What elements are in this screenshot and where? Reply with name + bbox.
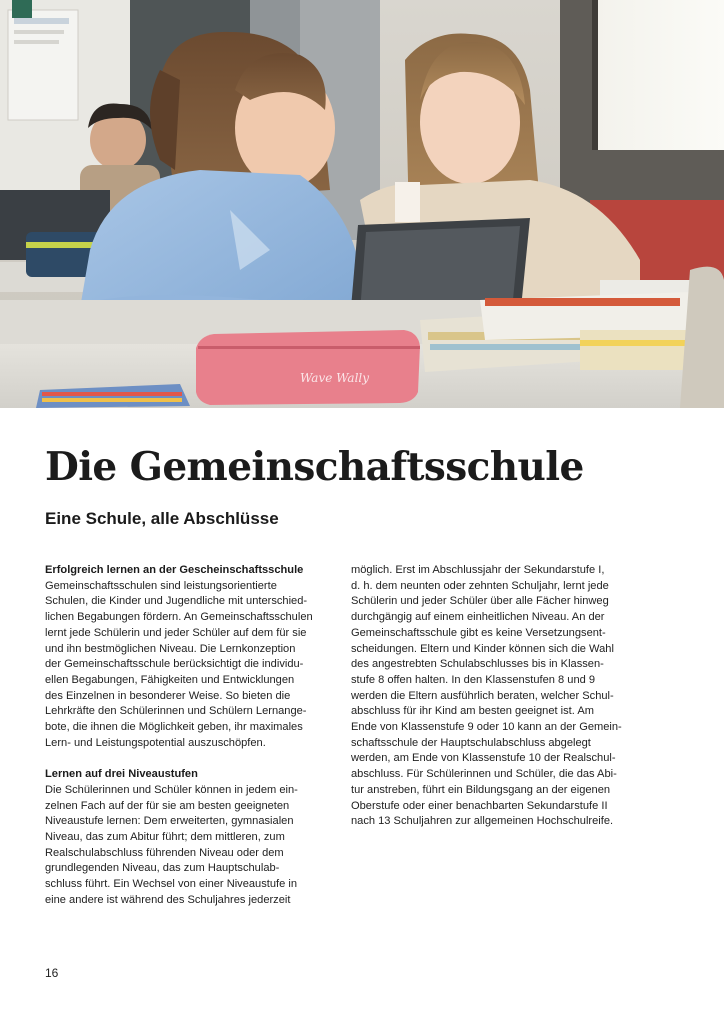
text-line: abschluss. Für Schülerinnen und Schüler, die das Abi- [351,768,617,781]
page-number: 16 [45,966,59,980]
section-heading: Erfolgreich lernen an der Gescheinschaftsschule [45,564,304,576]
page-subtitle: Eine Schule, alle Abschlüsse [45,509,279,528]
classroom-photo [0,0,724,408]
text-line: d. h. dem neunten oder zehnten Schuljahr, lernt jede [351,579,609,592]
text-line: stufe 8 offen halten. In den Klassenstufen 8 und 9 [351,673,596,686]
text-line: abschluss für ihr Kind am besten geeignet ist. Am [351,705,594,718]
section-heading: Lernen auf drei Niveaustufen [45,768,198,781]
text-line: ellen Begabungen, Fähigkeiten und Entwicklungen [45,673,295,686]
text-line: Niveaustufe lernen: Dem erweiterten, gymnasialen [45,815,294,828]
text-line: eine andere ist während des Schuljahres jederzeit [45,893,291,906]
text-line: Realschulabschluss führenden Niveau oder dem [45,846,284,859]
text-line: Niveau, das zum Abitur führt; dem mittleren, zum [45,830,285,843]
text-line: möglich. Erst im Abschlussjahr der Sekundarstufe I, [351,564,605,576]
text-line: der Gemeinschaftsschule berücksichtigt die individu- [45,658,304,671]
text-line: Schulen, die Kinder und Jugendliche mit unterschied- [45,595,308,608]
text-line: Gemeinschaftsschule gibt es keine Versetzungsent- [351,626,606,639]
page-title: Die Gemeinschaftsschule [45,444,584,490]
text-column-left [45,563,317,908]
text-line: schluss führt. Ein Wechsel von einer Niveaustufe in [45,878,297,891]
text-line: Die Schülerinnen und Schüler können in jedem ein- [45,783,298,796]
text-column-right [351,563,623,830]
text-line: und ihn bestmöglichen Niveau. Die Lernkonzeption [45,642,296,655]
pencil-case-label: Wave Wally [300,371,370,385]
text-line: werden, am Ende von Klassenstufe 10 der Realschul- [351,752,616,765]
text-line: tur anstreben, führt ein Bildungsgang an der eigenen [351,783,611,796]
text-line: lernt jede Schülerin und jeder Schüler auf dem für sie [45,626,307,639]
text-line: grundlegenden Niveau, das zum Hauptschulab- [45,862,280,875]
text-line: zelnen Fach auf der für sie am besten geeigneten [45,799,290,812]
text-line: lichen Begabungen fördern. An Gemeinschaftsschulen [45,611,313,624]
text-line: nach 13 Schuljahren zur allgemeinen Hochschulreife. [351,815,614,828]
text-line: des angestrebten Schulabschlusses bis in Klassen- [351,658,604,671]
text-line: durchgängig auf einem einheitlichen Niveau. An der [351,611,605,624]
text-line: Oberstufe oder einer benachbarten Sekundarstufe II [351,799,608,812]
text-line: Lern- und Leistungspotential auszuschöpfen. [45,736,266,749]
text-line: Gemeinschaftsschulen sind leistungsorientierte [45,579,277,592]
text-line: des Einzelnen in besonderer Weise. So bieten die [45,689,291,702]
text-line: Schülerin und jeder Schüler über alle Fächer hinweg [351,595,609,608]
text-line: Lehrkräfte den Schülerinnen und Schülern Lernange- [45,705,307,718]
text-line: Ende von Klassenstufe 9 oder 10 kann an der Gemein- [351,721,622,734]
text-line: bote, die ihnen die Möglichkeit geben, ihr maximales [45,721,303,734]
text-line: schaftsschule der Hauptschulabschluss abgelegt [351,736,591,749]
text-line: scheidungen. Eltern und Kinder können sich die Wahl [351,642,614,655]
text-line: werden die Eltern ausführlich beraten, welcher Schul- [351,689,614,702]
